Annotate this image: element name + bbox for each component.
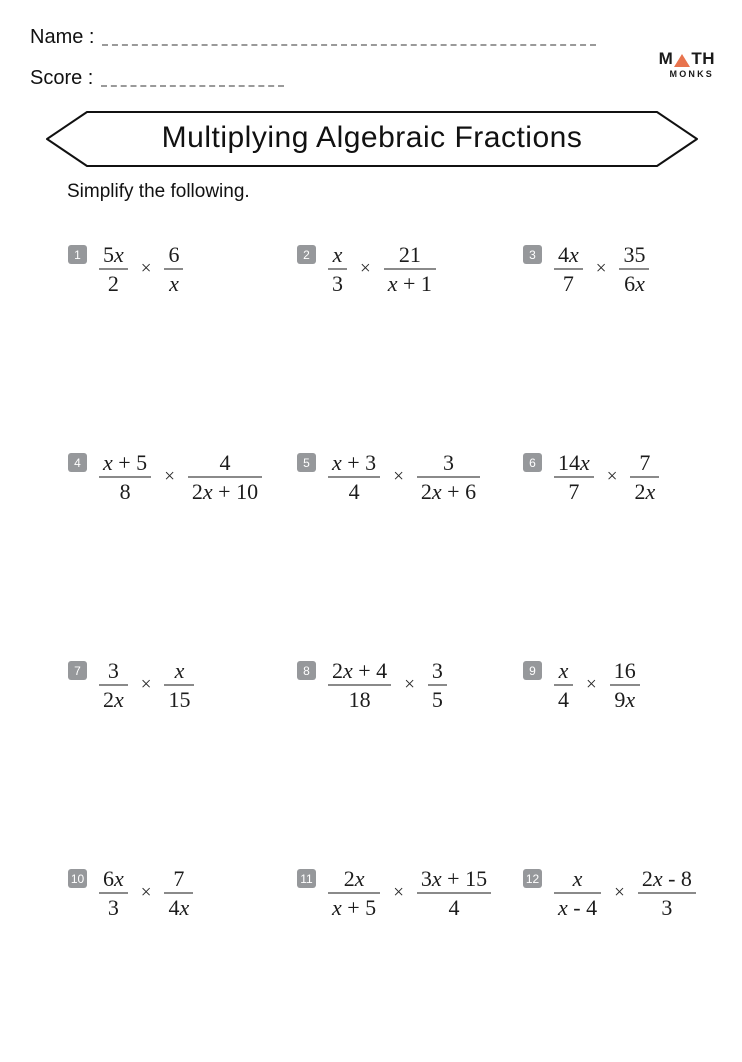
fraction-denominator: 2x + 10	[191, 479, 259, 505]
fraction-1	[328, 866, 380, 920]
fraction-numerator: 6	[168, 242, 180, 267]
fraction-bar	[164, 684, 194, 686]
problem-5	[297, 438, 523, 504]
fraction-numerator: 7	[639, 450, 651, 475]
fraction-denominator: 18	[348, 687, 371, 713]
fraction-denominator: 6x	[624, 271, 645, 297]
fraction-numerator: 3	[107, 658, 119, 683]
fraction-bar	[99, 892, 128, 894]
problem-3	[523, 230, 722, 296]
logo-letter-m: M	[658, 49, 674, 68]
problem-number-badge: 8	[297, 661, 316, 680]
problem-number-badge: 6	[523, 453, 542, 472]
page-title: Multiplying Algebraic Fractions	[161, 121, 583, 154]
triangle-icon	[674, 54, 690, 67]
fraction-denominator: x + 1	[387, 271, 432, 297]
fraction-bar	[554, 476, 594, 478]
problem-6	[523, 438, 722, 504]
fraction-numerator: 2x - 8	[641, 866, 692, 891]
fraction-bar	[554, 268, 583, 270]
fraction-denominator: 4x	[168, 895, 190, 921]
problem-number-badge: 12	[523, 869, 542, 888]
problem-number-badge: 10	[68, 869, 87, 888]
fraction-numerator: x + 3	[332, 450, 377, 475]
fraction-bar	[328, 684, 391, 686]
fraction-bar	[99, 268, 128, 270]
fraction-1	[554, 658, 573, 712]
fraction-2	[619, 242, 649, 296]
fraction-denominator: 3	[332, 271, 343, 297]
fraction-bar	[610, 684, 640, 686]
fraction-denominator: x + 5	[332, 895, 377, 921]
problem-7	[68, 646, 297, 712]
fraction-bar	[328, 268, 347, 270]
fraction-2	[417, 866, 491, 920]
logo-subtext: MONKS	[669, 69, 714, 79]
fraction-1	[99, 658, 128, 712]
fraction-bar	[417, 892, 491, 894]
fraction-denominator: 3	[107, 895, 119, 921]
logo-wordmark	[637, 51, 715, 67]
score-label: Score :	[30, 67, 94, 89]
score-row	[30, 66, 284, 90]
multiply-sign: ×	[360, 258, 371, 280]
fraction-2	[384, 242, 436, 296]
fraction-1	[554, 450, 594, 504]
fraction-1	[99, 242, 128, 296]
logo-letters-th: TH	[691, 49, 715, 68]
fraction-denominator: 3	[661, 895, 673, 921]
fraction-2	[630, 450, 659, 504]
fraction-2	[428, 658, 447, 712]
fraction-2	[164, 866, 193, 920]
fraction-bar	[328, 476, 380, 478]
fraction-1	[328, 450, 380, 504]
fraction-denominator: 2	[107, 271, 119, 297]
fraction-bar	[164, 892, 193, 894]
problem-12	[523, 854, 722, 920]
fraction-denominator: 2x	[103, 687, 124, 713]
math-monks-logo	[637, 51, 715, 79]
fraction-numerator: x	[558, 658, 569, 683]
fraction-2	[164, 242, 183, 296]
instruction-text: Simplify the following.	[67, 181, 250, 202]
problem-10	[68, 854, 297, 920]
problem-number-badge: 1	[68, 245, 87, 264]
fraction-numerator: 21	[398, 242, 421, 267]
fraction-numerator: 3	[431, 658, 443, 683]
fraction-denominator: 2x	[634, 479, 656, 505]
fraction-denominator: x - 4	[558, 895, 598, 921]
name-write-line	[102, 44, 596, 46]
name-row	[30, 25, 596, 49]
problem-4	[68, 438, 297, 504]
fraction-2	[610, 658, 640, 712]
problem-number-badge: 2	[297, 245, 316, 264]
fraction-1	[99, 866, 128, 920]
fraction-bar	[638, 892, 696, 894]
fraction-denominator: 8	[119, 479, 131, 505]
fraction-denominator: 9x	[614, 687, 636, 713]
fraction-2	[638, 866, 696, 920]
fraction-numerator: 3x + 15	[420, 866, 488, 891]
multiply-sign: ×	[614, 882, 625, 904]
problem-11	[297, 854, 523, 920]
multiply-sign: ×	[164, 466, 175, 488]
fraction-1	[554, 242, 583, 296]
fraction-2	[417, 450, 480, 504]
fraction-1	[554, 866, 601, 920]
fraction-denominator: 4	[558, 687, 569, 713]
fraction-numerator: 3	[443, 450, 454, 475]
title-banner	[44, 110, 700, 168]
multiply-sign: ×	[404, 674, 415, 696]
fraction-bar	[630, 476, 659, 478]
fraction-numerator: 4x	[558, 242, 579, 267]
fraction-bar	[188, 476, 262, 478]
fraction-numerator: 16	[613, 658, 636, 683]
fraction-denominator: 5	[431, 687, 443, 713]
fraction-1	[328, 242, 347, 296]
fraction-bar	[164, 268, 183, 270]
fraction-1	[328, 658, 391, 712]
fraction-bar	[619, 268, 649, 270]
fraction-denominator: 15	[168, 687, 191, 713]
fraction-numerator: 2x + 4	[332, 658, 388, 683]
fraction-bar	[384, 268, 436, 270]
fraction-denominator: 4	[348, 479, 360, 505]
name-label: Name :	[30, 26, 95, 48]
problem-8	[297, 646, 523, 712]
fraction-bar	[428, 684, 447, 686]
fraction-bar	[417, 476, 480, 478]
multiply-sign: ×	[586, 674, 597, 696]
multiply-sign: ×	[393, 882, 404, 904]
score-write-line	[101, 85, 284, 87]
problem-number-badge: 9	[523, 661, 542, 680]
problem-2	[297, 230, 523, 296]
fraction-denominator: 7	[562, 271, 574, 297]
fraction-bar	[99, 684, 128, 686]
problem-1	[68, 230, 297, 296]
problem-number-badge: 4	[68, 453, 87, 472]
fraction-numerator: x	[174, 658, 185, 683]
fraction-2	[164, 658, 194, 712]
fraction-bar	[554, 684, 573, 686]
fraction-2	[188, 450, 262, 504]
fraction-1	[99, 450, 151, 504]
fraction-numerator: 5x	[103, 242, 124, 267]
fraction-bar	[99, 476, 151, 478]
problem-9	[523, 646, 722, 712]
fraction-denominator: 4	[448, 895, 460, 921]
fraction-numerator: 14x	[558, 450, 590, 475]
fraction-numerator: 6x	[103, 866, 124, 891]
problems-grid	[68, 230, 722, 1062]
fraction-numerator: x + 5	[103, 450, 148, 475]
multiply-sign: ×	[606, 466, 618, 488]
fraction-denominator: 2x + 6	[420, 479, 477, 505]
problem-number-badge: 3	[523, 245, 542, 264]
fraction-numerator: 4	[219, 450, 231, 475]
fraction-numerator: 35	[623, 242, 646, 267]
multiply-sign: ×	[595, 258, 607, 280]
problem-number-badge: 7	[68, 661, 87, 680]
problem-number-badge: 5	[297, 453, 316, 472]
fraction-numerator: 2x	[343, 866, 365, 891]
fraction-bar	[328, 892, 380, 894]
fraction-numerator: x	[332, 242, 343, 267]
multiply-sign: ×	[140, 882, 152, 904]
multiply-sign: ×	[140, 258, 152, 280]
fraction-numerator: x	[572, 866, 583, 891]
fraction-denominator: 7	[568, 479, 580, 505]
problem-number-badge: 11	[297, 869, 316, 888]
fraction-denominator: x	[169, 271, 179, 297]
multiply-sign: ×	[140, 674, 152, 696]
multiply-sign: ×	[393, 466, 404, 488]
fraction-bar	[554, 892, 601, 894]
fraction-numerator: 7	[173, 866, 185, 891]
